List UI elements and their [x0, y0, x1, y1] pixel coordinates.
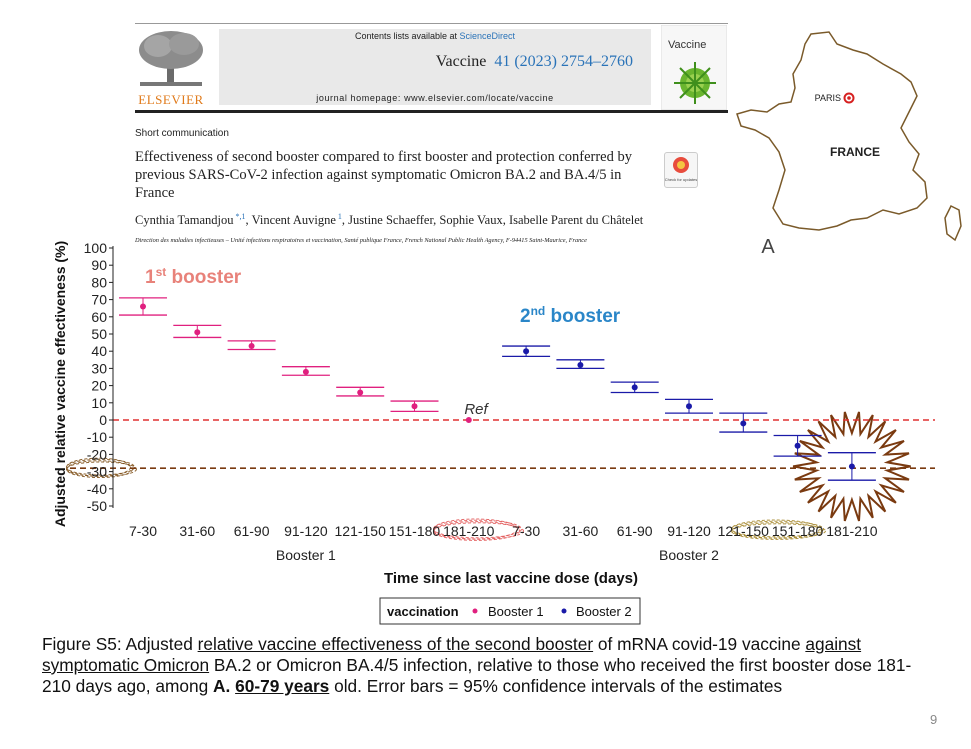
y-axis-title-text: Adjusted relative vaccine effectiveness (%)	[52, 240, 68, 528]
caption-part-2: relative vaccine effectiveness of the second booster	[197, 634, 594, 654]
y-tick-label-11: -10	[86, 429, 107, 446]
journal-volume[interactable]: 41 (2023) 2754–2760	[494, 53, 633, 70]
france-label: FRANCE	[830, 145, 880, 159]
y-tick-label-14: -40	[86, 480, 107, 497]
legend-booster2-marker	[562, 609, 567, 614]
caption-part-3: of mRNA covid-19 vaccine	[593, 634, 806, 654]
x-tick-label-3: 91-120	[284, 523, 328, 539]
legend-booster1-label: Booster 1	[488, 604, 544, 619]
caption-part-8: old. Error bars = 95% confidence intervals of the estimates	[329, 676, 783, 696]
x-tick-label-8: 31-60	[562, 523, 599, 539]
y-tick-label-1: 90	[91, 257, 107, 274]
paper-title: Effectiveness of second booster compared to first booster and protection conferred by previous SARS-CoV-2 infection against symptomatic Omicron BA.2 and BA.4/5 in France	[135, 149, 632, 201]
booster-2-point-0	[523, 348, 529, 354]
x-tick-label-2: 61-90	[233, 523, 270, 539]
booster-2-point-6	[849, 463, 855, 469]
legend-booster2-label: Booster 2	[576, 604, 632, 619]
booster-1-point-1	[194, 329, 200, 335]
affiliation: Direction des maladies infectieuses – Unité infections respiratoires et vaccination, Santé publique France, French National Public Health Agency, F-94415 Saint-Maurice, France	[135, 237, 587, 244]
booster-1-point-0	[140, 303, 146, 309]
page-number: 9	[930, 712, 938, 727]
journal-name: Vaccine	[435, 53, 487, 70]
author-1-sup: *,1	[233, 212, 246, 221]
header-top-rule	[135, 23, 728, 24]
x-tick-label-10: 91-120	[667, 523, 711, 539]
effectiveness-chart	[0, 236, 971, 631]
booster2-annotation-sup: nd	[530, 304, 546, 318]
x-tick-label-0: 7-30	[128, 523, 158, 539]
x-axis-title: Time since last vaccine dose (days)	[383, 570, 639, 587]
booster-2-point-2	[632, 384, 638, 390]
data-marks	[119, 298, 876, 480]
x-group-label-0: Booster 1	[275, 547, 336, 563]
y-tick-label-12: -20	[86, 446, 107, 463]
panel-letter: A	[761, 236, 775, 255]
x-group-label-1: Booster 2	[659, 547, 719, 563]
y-tick-label-3: 70	[91, 291, 107, 308]
booster-2-point-5	[795, 443, 801, 449]
booster-2-point-3	[686, 403, 692, 409]
author-2: , Vincent Auvigne	[245, 213, 336, 228]
caption-part-4: against symptomatic Omicron	[42, 634, 862, 675]
journal-cover	[661, 25, 727, 110]
check-updates-text: Check for updates	[665, 177, 697, 182]
booster2-annotation	[520, 304, 621, 327]
caption-part-7: 60-79 years	[235, 676, 330, 696]
booster2-annotation-num: 2	[520, 306, 531, 327]
booster-1-point-4	[357, 389, 363, 395]
legend-title: vaccination	[387, 604, 459, 619]
sciencedirect-link[interactable]: ScienceDirect	[459, 31, 516, 41]
check-for-updates-icon[interactable]	[664, 152, 698, 188]
france-map	[733, 30, 971, 255]
legend	[380, 598, 640, 624]
booster1-annotation-rest: booster	[166, 267, 242, 288]
y-axis-title	[52, 241, 68, 527]
elsevier-tree-logo	[136, 30, 206, 88]
chart-annotations	[67, 412, 911, 540]
y-tick-label-4: 60	[91, 308, 107, 325]
x-tick-label-5: 151-180	[388, 523, 441, 539]
booster-1-point-2	[249, 343, 255, 349]
france-outline	[737, 32, 927, 230]
contents-line	[219, 31, 651, 41]
y-axis	[84, 240, 113, 514]
y-tick-label-0: 100	[83, 240, 107, 256]
caption-part-6: A.	[213, 676, 236, 696]
contents-prefix: Contents lists available at	[354, 31, 460, 41]
y-tick-label-10: 0	[99, 412, 107, 428]
booster-1-point-3	[303, 369, 309, 375]
article-type: Short communication	[135, 128, 229, 139]
check-updates-glyph	[665, 153, 697, 187]
journal-homepage[interactable]: journal homepage: www.elsevier.com/locate/vaccine	[316, 93, 554, 103]
booster-2-point-4	[740, 420, 746, 426]
elsevier-wordmark: ELSEVIER	[138, 92, 204, 107]
y-tick-label-15: -50	[86, 498, 107, 514]
x-tick-label-12: 151-180	[771, 523, 824, 539]
x-axis	[129, 523, 878, 563]
y-tick-label-2: 80	[91, 274, 107, 291]
author-list	[135, 212, 735, 228]
corsica-outline	[945, 206, 961, 240]
x-tick-label-1: 31-60	[179, 523, 216, 539]
cover-title: Vaccine	[668, 39, 707, 51]
x-tick-label-6: 181-210	[443, 523, 495, 539]
booster-1-point-5	[412, 403, 418, 409]
booster1-annotation-num: 1	[145, 267, 156, 288]
x-tick-label-7: 7-30	[512, 523, 541, 539]
caption-part-5: BA.2 or Omicron BA.4/5 infection, relative to those who received the first booster dose 181-210 days ago, among	[42, 655, 912, 696]
ref-label: Ref	[464, 401, 488, 418]
booster1-annotation-sup: st	[155, 265, 167, 279]
y-tick-label-9: 10	[91, 394, 107, 411]
y-tick-label-5: 50	[91, 326, 107, 342]
booster1-annotation	[145, 265, 242, 288]
x-tick-label-9: 61-90	[616, 523, 653, 539]
x-tick-label-11: 121-150	[717, 523, 769, 539]
author-rest: , Justine Schaeffer, Sophie Vaux, Isabelle Parent du Châtelet	[341, 213, 644, 228]
legend-booster1-marker	[473, 609, 478, 614]
x-tick-label-4: 121-150	[334, 523, 386, 539]
journal-citation	[219, 53, 633, 71]
author-1: Cynthia Tamandjou	[135, 213, 234, 228]
caption-part-1: Figure S5: Adjusted	[42, 634, 198, 654]
y-tick-label-7: 30	[91, 360, 107, 377]
header-bottom-rule	[135, 110, 728, 113]
author-2-sup: 1	[335, 212, 342, 221]
y-tick-label-6: 40	[91, 343, 107, 360]
booster-2-point-1	[577, 362, 583, 368]
paris-label: PARIS	[814, 93, 841, 103]
x-tick-label-13: 181-210	[826, 523, 878, 539]
figure-caption	[42, 634, 937, 697]
booster2-annotation-rest: booster	[545, 306, 621, 327]
y-tick-label-13: -30	[86, 463, 107, 480]
y-tick-label-8: 20	[91, 377, 107, 394]
